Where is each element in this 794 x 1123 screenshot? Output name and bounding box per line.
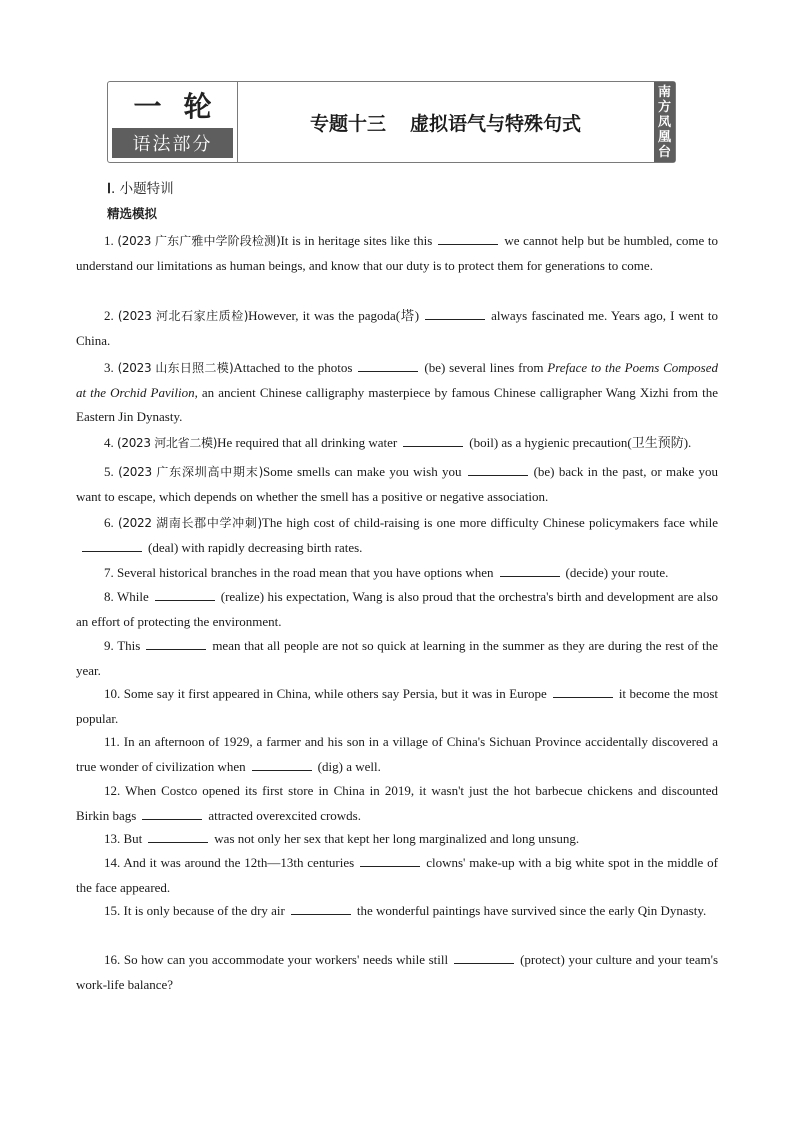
question-text: was not only her sex that kept her long marginalized and long unsung. [214,831,580,846]
question-item [76,431,718,456]
question-text: an ancient Chinese calligraphy masterpiece by famous Chinese calligrapher Wang Xizhi from the Eastern Jin Dynasty. [76,384,718,424]
question-number: 11. [104,734,124,749]
question-number: 2. [104,308,118,323]
question-text: However, it was the pagoda(塔) [248,308,420,323]
answer-blank[interactable] [468,463,528,476]
question-text: It is only because of the dry air [123,903,285,918]
brand-char: 台 [657,144,671,160]
question-text: Some smells can make you wish you [263,464,462,479]
topic-label: 专题十三 [309,112,386,135]
question-item [76,585,718,634]
question-text: The high cost of child-raising is one more difficulty Chinese policymakers face while [261,515,719,530]
question-source: (2022 湖南长郡中学冲刺) [117,516,262,530]
question-item [76,356,718,430]
question-italic-title: Preface to the Poems Composed at the Orchid Pavilion, [76,360,719,400]
answer-blank[interactable] [360,854,420,867]
question-item [76,682,718,731]
question-source: (2023 山东日照二模) [117,361,234,375]
question-text: He required that all drinking water [217,435,398,450]
question-item [76,827,718,852]
question-item [76,229,718,278]
question-source: (2023 河北石家庄质检) [117,309,249,323]
brand-char: 凤 [657,114,671,130]
question-text: (decide) your route. [565,565,669,580]
question-number: 7. [104,565,117,580]
subsection-heading: 精选模拟 [107,206,158,221]
answer-blank[interactable] [252,758,312,771]
answer-blank[interactable] [142,807,202,820]
question-text: (realize) his expectation, Wang is also proud that the orchestra's birth and development are also an effort of protecting the environment. [76,589,719,629]
section-label: . 小题特训 [110,181,174,197]
question-text: Several historical branches in the road mean that you have options when [117,565,494,580]
answer-blank[interactable] [148,830,208,843]
banner-left-block [108,82,238,162]
question-item [76,899,718,924]
question-item [76,511,718,560]
question-source: (2023 广东深圳高中期末) [118,465,263,479]
answer-blank[interactable] [155,588,215,601]
question-item [76,634,718,683]
question-number: 6. [104,515,118,530]
brand-char: 凰 [657,129,671,145]
question-text: we cannot help but be humbled, come to understand our limitations as human beings, and know that our duty is to protect them for generations to come. [76,233,718,273]
question-number: 8. [104,589,117,604]
section-number: Ⅰ [107,181,111,196]
question-item [76,851,718,900]
question-text: the wonderful paintings have survived since the early Qin Dynasty. [356,903,707,918]
header-banner [107,81,676,163]
question-number: 16. [104,952,124,967]
question-number: 12. [104,783,126,798]
answer-blank[interactable] [358,359,418,372]
question-text: When Costco opened its first store in China in 2019, it wasn't just the hot barbecue chickens and discounted Birkin bags [76,783,719,823]
answer-blank[interactable] [438,232,498,245]
round-label: 一轮 [133,90,234,123]
question-text: clowns' make-up with a big white spot in the middle of the face appeared. [76,855,718,895]
answer-blank[interactable] [403,434,463,447]
question-text: In an afternoon of 1929, a farmer and his son in a village of China's Sichuan Province accidentally discovered a true wonder of civilization when [76,734,718,774]
page-title [238,82,653,162]
question-number: 14. [104,855,124,870]
answer-blank[interactable] [291,902,351,915]
answer-blank[interactable] [425,307,485,320]
brand-side-tab [654,82,675,162]
part-label: 语法部分 [112,128,233,158]
question-text: mean that all people are not so quick at learning in the summer as they are during the rest of the year. [76,638,719,678]
question-item [76,779,718,828]
question-text: always fascinated me. Years ago, I went to China. [76,308,719,348]
question-source: (2023 河北省二模) [117,436,218,450]
question-item [76,460,718,509]
question-text: it become the most popular. [76,686,719,726]
question-text: But [123,831,143,846]
question-number: 13. [104,831,124,846]
question-text: And it was around the 12th—13th centuries [123,855,355,870]
question-number: 1. [104,233,118,248]
question-text: (be) several lines from [424,360,544,375]
question-text: Attached to the photos [233,360,353,375]
question-text: It is in heritage sites like this [280,233,433,248]
brand-char: 南 [657,84,671,100]
question-text: (dig) a well. [317,758,381,774]
question-text: (deal) with rapidly decreasing birth rates. [148,539,363,555]
question-text: This [117,638,141,653]
brand-char: 方 [657,99,671,115]
question-source: (2023 广东广雅中学阶段检测) [117,234,281,248]
question-number: 3. [104,360,118,375]
question-number: 15. [104,903,124,918]
question-text: (be) back in the past, or make you want to escape, which depends on whether the smell has a positive or negative association. [76,464,718,504]
question-item [76,304,718,353]
question-item [76,730,718,779]
question-text: (boil) as a hygienic precaution(卫生预防). [469,435,692,450]
question-item [76,948,718,997]
title-label: 虚拟语气与特殊句式 [410,112,582,135]
question-text: (protect) your culture and your team's work-life balance? [76,952,719,992]
question-text: attracted overexcited crowds. [208,807,361,823]
question-item [76,561,718,586]
question-text: Some say it first appeared in China, while others say Persia, but it was in Europe [123,686,547,701]
answer-blank[interactable] [146,637,206,650]
question-number: 5. [104,464,119,479]
section-heading [107,177,174,197]
question-number: 10. [104,686,124,701]
answer-blank[interactable] [553,685,613,698]
answer-blank[interactable] [454,951,514,964]
question-number: 9. [104,638,118,653]
answer-blank[interactable] [82,539,142,552]
answer-blank[interactable] [500,564,560,577]
question-text: So how can you accommodate your workers' needs while still [123,952,449,967]
question-text: While [116,589,149,604]
question-number: 4. [104,435,117,450]
